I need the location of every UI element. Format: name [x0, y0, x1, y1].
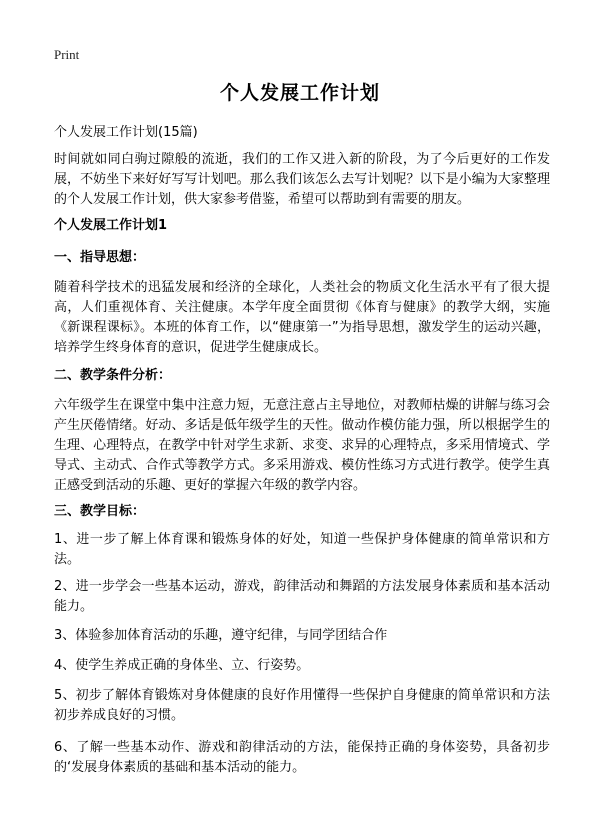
goals-heading: 三、教学目标： — [54, 504, 146, 519]
goal-item: 6、了解一些基本动作、游戏和韵律活动的方法，能保持正确的身体姿势，具备初步的‘发展身体素质的基础和基本活动的能力。 — [54, 740, 550, 775]
conditions-paragraph: 六年级学生在课堂中集中注意力短，无意注意占主导地位，对教师枯燥的讲解与练习会产生厌倦情绪。好动、多话是低年级学生的天性。做动作模仿能力强，所以根据学生的生理、心理特点，在教学中针对学生求新、求变、求异的心理特点，多采用情境式、学导式、主动式、合作式等教学方式。多采用游戏、模仿性练习方式进行教学。使学生真正感受到活动的乐趣、更好的掌握六年级的教学内容。 — [54, 398, 550, 493]
intro-paragraph: 时间就如同白驹过隙般的流逝，我们的工作又进入新的阶段，为了今后更好的工作发展，不妨坐下来好好写写计划吧。那么我们该怎么去写计划呢？以下是小编为大家整理的个人发展工作计划，供大家参考借鉴，希望可以帮助到有需要的朋友。 — [54, 152, 550, 207]
document-subtitle: 个人发展工作计划(15篇) — [54, 125, 198, 140]
print-link[interactable]: Print — [54, 47, 80, 62]
guiding-heading: 一、指导思想： — [54, 250, 146, 265]
goal-item: 1、进一步了解上体育课和锻炼身体的好处，知道一些保护身体健康的简单常识和方法。 — [54, 532, 550, 567]
page-title: 个人发展工作计划 — [219, 82, 380, 104]
conditions-heading: 二、教学条件分析： — [54, 368, 172, 383]
guiding-paragraph: 随着科学技术的迅猛发展和经济的全球化，人类社会的物质文化生活水平有了很大提高，人们重视体育、关注健康。本学年度全面贯彻《体育与健康》的教学大纲，实施《新课程课标》。本班的体育工作，以“健康第一”为指导思想，激发学生的运动兴趣，培养学生终身体育的意识，促进学生健康成长。 — [54, 280, 550, 355]
goal-item: 2、进一步学会一些基本运动，游戏，韵律活动和舞蹈的方法发展身体素质和基本活动能力。 — [54, 579, 550, 614]
section-title: 个人发展工作计划1 — [54, 218, 168, 233]
goal-item: 3、体验参加体育活动的乐趣，遵守纪律，与同学团结合作 — [54, 628, 388, 643]
goal-item: 4、使学生养成正确的身体坐、立、行姿势。 — [54, 658, 310, 673]
goal-item: 5、初步了解体育锻炼对身体健康的良好作用懂得一些保护自身健康的简单常识和方法初步养成良好的习惯。 — [54, 688, 550, 723]
